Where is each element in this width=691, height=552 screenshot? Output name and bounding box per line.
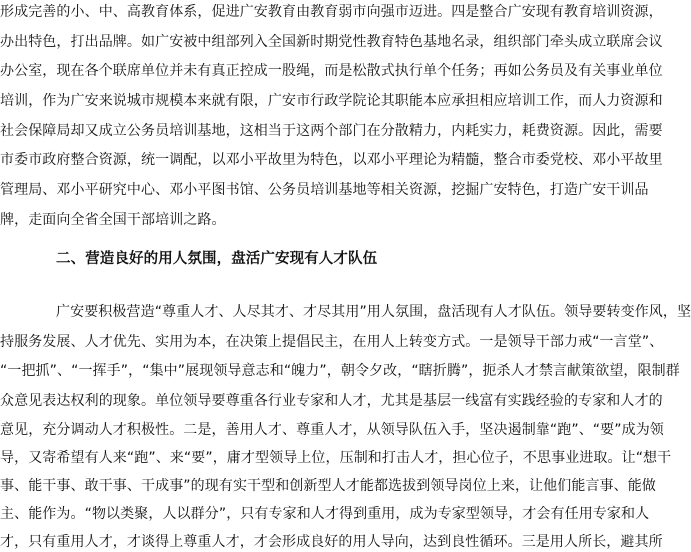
paragraph-line: 广安要积极营造“尊重人才、人尽其才、才尽其用”用人氛围，盘活现有人才队伍。领导要转变作风，坚	[56, 304, 691, 320]
paragraph-line: 社会保障局却又成立公务员培训基地，这相当于这两个部门在分散精力，内耗实力，耗费资源。因此，需要	[0, 123, 663, 139]
paragraph-line: 管理局、邓小平研究中心、邓小平图书馆、公务员培训基地等相关资源，挖掘广安特色，打造广安干训品	[0, 182, 649, 198]
paragraph-line: 意见，充分调动人才积极性。二是，善用人才、尊重人才，从领导队伍入手，坚决遏制靠“跑”、“要”成为领	[0, 422, 664, 438]
paragraph-line: 众意见表达权利的现象。单位领导要尊重各行业专家和人才，尤其是基层一线富有实践经验的专家和人才的	[0, 393, 663, 409]
paragraph-line: 持服务发展、人才优先、实用为本，在决策上提倡民主，在用人上转变方式。一是领导干部力戒“一言堂”、	[0, 334, 664, 350]
paragraph-line: 形成完善的小、中、高教育体系，促进广安教育由教育弱市向强市迈进。四是整合广安现有教育培训资源，	[0, 4, 663, 20]
paragraph-line: 培训，作为广安来说城市规模本来就有限，广安市行政学院论其职能本应承担相应培训工作，而人力资源和	[0, 93, 663, 109]
paragraph-line: 导，又寄希望有人来“跑”、来“要”，庸才型领导上位，压制和打击人才，担心位子，不思事业进取。让“想干	[0, 450, 672, 466]
paragraph-line: 主、能作为。“物以类聚，人以群分”，只有专家和人才得到重用，成为专家型领导，才会有任用专家和人	[0, 506, 650, 522]
paragraph-line: “一把抓”、“一挥手”，“集中”展现领导意志和“魄力”，朝令夕改，“瞎折腾”，扼杀人才禁言献策欲望，限制群	[0, 363, 680, 379]
paragraph-line: 事、能干事、敢干事、干成事”的现有实干型和创新型人才能都选拔到领导岗位上来，让他们能言事、能做	[0, 478, 656, 494]
paragraph-line: 办出特色，打出品牌。如广安被中组部列入全国新时期党性教育特色基地名录，组织部门牵头成立联席会议	[0, 34, 663, 50]
section-heading: 二、营造良好的用人氛围，盘活广安现有人才队伍	[56, 251, 378, 267]
paragraph-line: 办公室，现在各个联席单位并未有真正控成一股绳，而是松散式执行单个任务；再如公务员及有关事业单位	[0, 63, 663, 79]
paragraph-line: 才，只有重用人才，才谈得上尊重人才，才会形成良好的用人导向，达到良性循环。三是用人所长，避其所	[0, 534, 663, 550]
paragraph-line: 牌，走面向全省全国干部培训之路。	[0, 212, 226, 228]
paragraph-line: 市委市政府整合资源，统一调配，以邓小平故里为特色，以邓小平理论为精髓，整合市委党校、邓小平故里	[0, 152, 663, 168]
